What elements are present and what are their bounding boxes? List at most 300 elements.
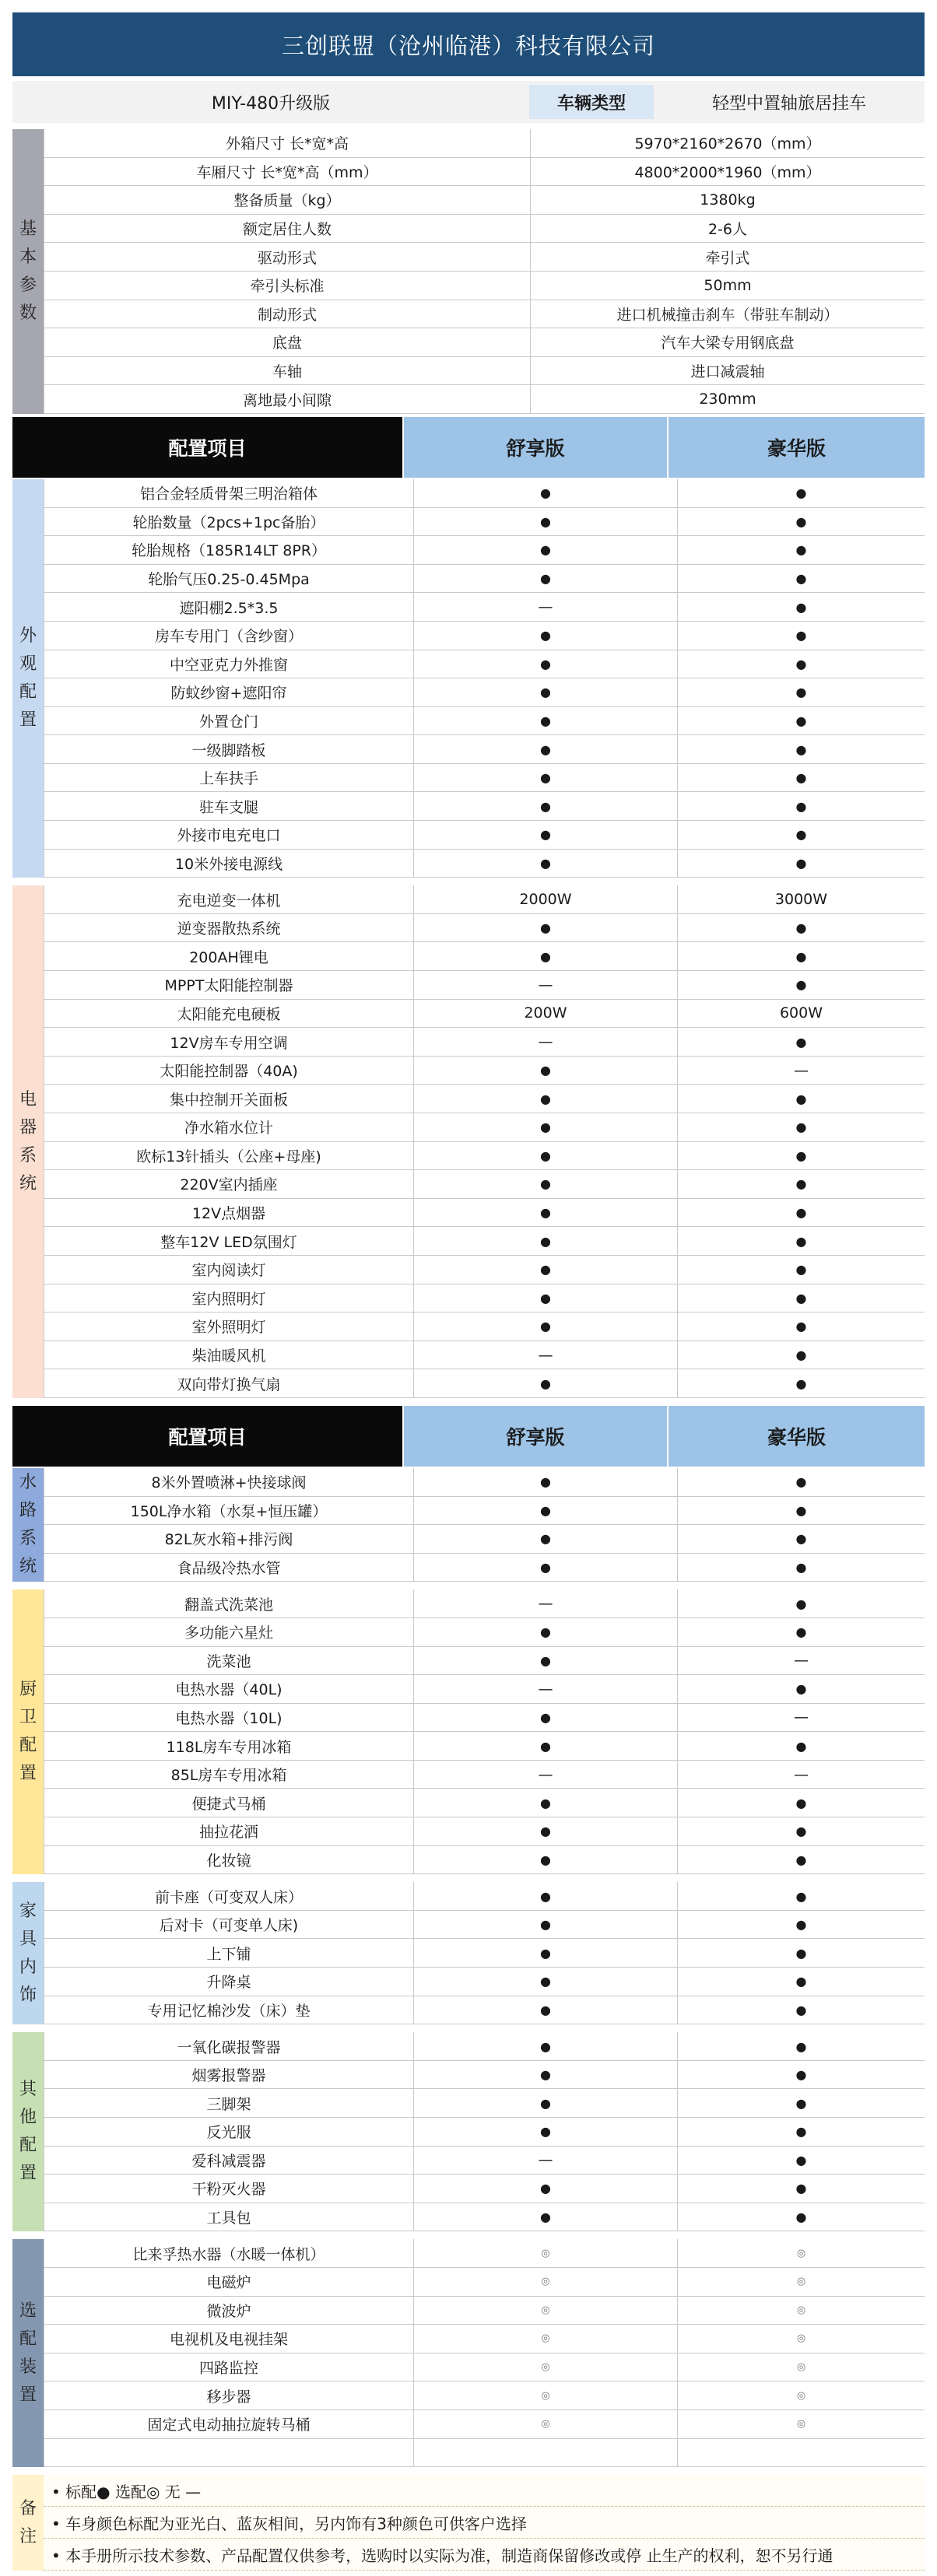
row-item-name: 轮胎规格（185R14LT 8PR） (44, 536, 413, 564)
luxury-value: ● (677, 2032, 925, 2060)
luxury-value: ● (677, 1028, 925, 1056)
row-item-name: 上下铺 (44, 1939, 413, 1967)
config-header-2 (12, 1406, 925, 1467)
table-row (44, 2268, 925, 2297)
comfort-value: ◎ (413, 2325, 677, 2353)
comfort-value: ● (413, 2203, 677, 2231)
table-row (44, 2118, 925, 2147)
table-row (44, 243, 925, 272)
section-label-char: 统 (19, 1173, 37, 1193)
comfort-value: ● (413, 2061, 677, 2089)
water-rows (44, 1468, 925, 1582)
config-header (12, 417, 925, 478)
row-item-name: 制动形式 (44, 300, 530, 328)
luxury-value: ● (677, 1256, 925, 1284)
section-label-char: 数 (19, 303, 37, 323)
section-label-char: 统 (19, 1557, 37, 1577)
table-row (44, 1369, 925, 1398)
table-row (44, 2297, 925, 2325)
comfort-value: ● (413, 678, 677, 706)
section-label-char: 置 (19, 2385, 37, 2405)
model-row (12, 81, 925, 123)
comfort-value: ● (413, 914, 677, 942)
luxury-value: ● (677, 1939, 925, 1967)
section-label-char: 装 (19, 2357, 37, 2377)
luxury-value: ● (677, 622, 925, 650)
table-row (44, 2147, 925, 2175)
row-item-name: 10米外接电源线 (44, 850, 413, 878)
comfort-value: ● (413, 2089, 677, 2117)
table-row (44, 650, 925, 679)
table-row (44, 1939, 925, 1968)
comfort-value: ● (413, 1704, 677, 1732)
comfort-value: ● (413, 479, 677, 507)
section-label-char: 置 (19, 2164, 37, 2184)
luxury-value: ● (677, 792, 925, 820)
luxury-value: ● (677, 1525, 925, 1553)
luxury-value: ● (677, 821, 925, 849)
luxury-value: ◎ (677, 2239, 925, 2267)
table-row (44, 1996, 925, 2025)
luxury-value: ● (677, 678, 925, 706)
comfort-value: ● (413, 1497, 677, 1525)
row-item-name: 移步器 (44, 2381, 413, 2410)
section-label-char: 卫 (19, 1708, 37, 1728)
luxury-value: ● (677, 1968, 925, 1996)
luxury-value: ● (677, 1497, 925, 1525)
luxury-value: ● (677, 971, 925, 999)
section-label-char: 他 (19, 2108, 37, 2128)
table-row (44, 2089, 925, 2118)
section-label-char: 配 (19, 1736, 37, 1756)
row-item-value: 1380kg (530, 186, 925, 214)
row-item-value: 进口机械撞击刹车（带驻车制动） (530, 300, 925, 328)
section-label-char: 家 (19, 1901, 37, 1921)
comfort-value: ● (413, 2175, 677, 2203)
luxury-value: ● (677, 764, 925, 792)
table-row (44, 1199, 925, 1228)
vehicle-type-value: 轻型中置轴旅居挂车 (711, 93, 866, 114)
luxury-value: ◎ (677, 2268, 925, 2296)
table-row (44, 1057, 925, 1085)
row-item-value: 4800*2000*1960（mm） (530, 158, 925, 186)
table-row (44, 1113, 925, 1142)
row-item-name: 逆变器散热系统 (44, 914, 413, 942)
luxury-value: ● (677, 2175, 925, 2203)
row-item-name: 室外照明灯 (44, 1313, 413, 1341)
comfort-value: ● (413, 1939, 677, 1967)
table-row (44, 942, 925, 971)
row-item-name: 翻盖式洗菜池 (44, 1589, 413, 1617)
table-row (44, 158, 925, 187)
section-label-furniture (12, 1882, 44, 2024)
table-row (44, 1789, 925, 1817)
header-luxury-2: 豪华版 (667, 1406, 925, 1467)
table-row (44, 300, 925, 329)
luxury-value: ● (677, 942, 925, 970)
row-item-name: 太阳能控制器（40A) (44, 1057, 413, 1085)
table-row (44, 2175, 925, 2203)
comfort-value: 200W (413, 1000, 677, 1028)
luxury-value: ● (677, 650, 925, 678)
luxury-value: ● (677, 565, 925, 593)
row-item-name: 室内阅读灯 (44, 1256, 413, 1284)
comfort-value: ● (413, 1789, 677, 1817)
comfort-value: ● (413, 1525, 677, 1553)
row-item-name: 遮阳棚2.5*3.5 (44, 593, 413, 621)
row-item-name: 欧标13针插头（公座+母座) (44, 1142, 413, 1170)
section-label-char: 置 (19, 710, 37, 731)
comfort-value: ● (413, 1085, 677, 1113)
luxury-value: ● (677, 1369, 925, 1397)
comfort-value: ● (413, 565, 677, 593)
row-item-name: 食品级冷热水管 (44, 1554, 413, 1582)
luxury-value: ● (677, 1911, 925, 1939)
header-comfort-2: 舒享版 (402, 1406, 667, 1467)
basic-rows (44, 129, 925, 414)
luxury-value: — (677, 1761, 925, 1789)
comfort-value (413, 2439, 677, 2467)
table-row (44, 622, 925, 650)
luxury-value: ● (677, 1085, 925, 1113)
luxury-value: ● (677, 2203, 925, 2231)
section-label-basic (12, 129, 44, 414)
row-item-value: 5970*2160*2670（mm） (530, 129, 925, 157)
table-row (44, 1142, 925, 1171)
row-item-value: 汽车大梁专用钢底盘 (530, 328, 925, 356)
table-row (44, 1341, 925, 1370)
luxury-value: 3000W (677, 885, 925, 913)
row-item-value: 2-6人 (530, 215, 925, 243)
comfort-value: ● (413, 1647, 677, 1675)
table-row (44, 536, 925, 565)
comfort-value: ● (413, 1256, 677, 1284)
row-item-value: 230mm (530, 385, 925, 413)
row-item-name: 固定式电动抽拉旋转马桶 (44, 2410, 413, 2438)
comfort-value: ● (413, 1468, 677, 1496)
section-label-char: 选 (19, 2301, 37, 2321)
comfort-value: ● (413, 1313, 677, 1341)
row-item-name: 抽拉花洒 (44, 1817, 413, 1845)
luxury-value: ● (677, 914, 925, 942)
table-row (44, 385, 925, 414)
row-item-value: 牵引式 (530, 243, 925, 271)
table-row (44, 764, 925, 793)
section-water (12, 1467, 925, 1582)
section-label-water (12, 1468, 44, 1582)
row-item-name: 净水箱水位计 (44, 1113, 413, 1141)
luxury-value: ● (677, 2089, 925, 2117)
comfort-value: ● (413, 1369, 677, 1397)
row-item-name: 比来孚热水器（水暖一体机） (44, 2239, 413, 2267)
section-label-char: 电 (19, 1089, 37, 1109)
table-row (44, 1497, 925, 1526)
comfort-value: ● (413, 1882, 677, 1910)
comfort-value: ● (413, 1170, 677, 1198)
luxury-value: ● (677, 1789, 925, 1817)
row-item-name: 外箱尺寸 长*宽*高 (44, 129, 530, 157)
comfort-value: ● (413, 1113, 677, 1141)
section-label-optional (12, 2239, 44, 2467)
row-item-name: 150L净水箱（水泵+恒压罐） (44, 1497, 413, 1525)
furniture-rows (44, 1882, 925, 2024)
comfort-value: ● (413, 1554, 677, 1582)
section-label-char: 系 (19, 1145, 37, 1165)
section-label-char: 配 (19, 2136, 37, 2156)
comfort-value: ◎ (413, 2353, 677, 2381)
header-luxury: 豪华版 (667, 417, 925, 478)
row-item-name: 太阳能充电硬板 (44, 1000, 413, 1028)
section-label-char: 注 (19, 2526, 37, 2546)
row-item-name: 三脚架 (44, 2089, 413, 2117)
table-row (44, 1227, 925, 1256)
comfort-value: ● (413, 1968, 677, 1996)
comfort-value: — (413, 593, 677, 621)
table-row (44, 129, 925, 158)
comfort-value: ● (413, 650, 677, 678)
comfort-value: ◎ (413, 2268, 677, 2296)
row-item-name: 200AH锂电 (44, 942, 413, 970)
section-label-char: 饰 (19, 1985, 37, 2005)
row-item-name: 电热水器（40L) (44, 1675, 413, 1703)
luxury-value: ◎ (677, 2381, 925, 2410)
table-row (44, 1000, 925, 1029)
row-item-name: 离地最小间隙 (44, 385, 530, 413)
row-item-name: 118L房车专用冰箱 (44, 1732, 413, 1760)
luxury-value: ● (677, 1341, 925, 1369)
luxury-value: ● (677, 1817, 925, 1845)
row-item-name: MPPT太阳能控制器 (44, 971, 413, 999)
table-row (44, 1846, 925, 1875)
table-row (44, 1761, 925, 1789)
table-row (44, 1313, 925, 1341)
table-row (44, 1968, 925, 1996)
table-row (44, 1085, 925, 1113)
luxury-value: ● (677, 1468, 925, 1496)
luxury-value: ● (677, 593, 925, 621)
luxury-value (677, 2439, 925, 2467)
luxury-value: ● (677, 1554, 925, 1582)
section-label-notes (12, 2475, 44, 2571)
luxury-value: ◎ (677, 2353, 925, 2381)
comfort-value: ● (413, 1284, 677, 1313)
row-item-name (44, 2439, 413, 2467)
electric-rows (44, 885, 925, 1398)
comfort-value: ● (413, 764, 677, 792)
row-item-name: 集中控制开关面板 (44, 1085, 413, 1113)
row-item-name: 铝合金轻质骨架三明治箱体 (44, 479, 413, 507)
row-item-name: 轮胎数量（2pcs+1pc备胎） (44, 508, 413, 536)
section-label-char: 其 (19, 2080, 37, 2100)
row-item-name: 12V点烟器 (44, 1199, 413, 1227)
row-item-name: 烟雾报警器 (44, 2061, 413, 2089)
table-row (44, 1468, 925, 1497)
section-label-char: 配 (19, 2329, 37, 2349)
luxury-value: ● (677, 1732, 925, 1760)
section-basic (12, 128, 925, 414)
comfort-value: ● (413, 1057, 677, 1085)
row-item-name: 前卡座（可变双人床） (44, 1882, 413, 1910)
table-row (44, 357, 925, 386)
section-label-electric (12, 885, 44, 1398)
table-row (44, 1817, 925, 1846)
table-row (44, 850, 925, 878)
comfort-value: — (413, 971, 677, 999)
note-line: • 标配● 选配◎ 无 — (44, 2475, 925, 2507)
luxury-value: ● (677, 1882, 925, 1910)
section-label-char: 外 (19, 626, 37, 647)
section-label-char: 基 (19, 219, 37, 239)
row-item-name: 柴油暖风机 (44, 1341, 413, 1369)
table-row (44, 1704, 925, 1733)
section-label-other (12, 2032, 44, 2231)
table-row (44, 2239, 925, 2268)
luxury-value: ● (677, 1996, 925, 2024)
luxury-value: ◎ (677, 2410, 925, 2438)
table-row (44, 1647, 925, 1676)
comfort-value: ● (413, 821, 677, 849)
comfort-value: ● (413, 1618, 677, 1646)
comfort-value: ● (413, 2032, 677, 2060)
table-row (44, 508, 925, 537)
table-row (44, 479, 925, 508)
row-item-name: 牵引头标准 (44, 272, 530, 300)
row-item-name: 外置仓门 (44, 707, 413, 735)
section-kitchen (12, 1588, 925, 1874)
comfort-value: ◎ (413, 2239, 677, 2267)
section-label-char: 配 (19, 682, 37, 703)
row-item-name: 中空亚克力外推窗 (44, 650, 413, 678)
note-line: • 本手册所示技术参数、产品配置仅供参考，选购时以实际为准，制造商保留修改或停 止生产的权利，恕不另行通 (44, 2539, 925, 2571)
comfort-value: ● (413, 1199, 677, 1227)
luxury-value: 600W (677, 1000, 925, 1028)
row-item-name: 底盘 (44, 328, 530, 356)
comfort-value: ● (413, 792, 677, 820)
table-row (44, 2381, 925, 2410)
row-item-name: 外接市电充电口 (44, 821, 413, 849)
row-item-name: 充电逆变一体机 (44, 885, 413, 913)
table-row (44, 186, 925, 215)
row-item-name: 220V室内插座 (44, 1170, 413, 1198)
table-row (44, 2061, 925, 2090)
table-row (44, 1882, 925, 1911)
table-row (44, 215, 925, 244)
row-item-name: 电视机及电视挂架 (44, 2325, 413, 2353)
table-row (44, 328, 925, 357)
section-electric (12, 884, 925, 1398)
model-name: MIY-480升级版 (211, 93, 331, 114)
comfort-value: ● (413, 1996, 677, 2024)
row-item-name: 轮胎气压0.25-0.45Mpa (44, 565, 413, 593)
luxury-value: ● (677, 707, 925, 735)
row-item-name: 驻车支腿 (44, 792, 413, 820)
comfort-value: ● (413, 1227, 677, 1255)
row-item-value: 进口减震轴 (530, 357, 925, 385)
row-item-name: 额定居住人数 (44, 215, 530, 243)
comfort-value: — (413, 1028, 677, 1056)
section-optional (12, 2238, 925, 2467)
section-label-char: 内 (19, 1957, 37, 1977)
table-row (44, 2203, 925, 2232)
row-item-name: 后对卡（可变单人床) (44, 1911, 413, 1939)
note-line: • 车身颜色标配为亚光白、蓝灰相间，另内饰有3种颜色可供客户选择 (44, 2507, 925, 2539)
row-item-name: 微波炉 (44, 2297, 413, 2325)
row-item-name: 上车扶手 (44, 764, 413, 792)
comfort-value: ● (413, 1142, 677, 1170)
comfort-value: — (413, 1589, 677, 1617)
comfort-value: ● (413, 536, 677, 564)
luxury-value: — (677, 1647, 925, 1675)
luxury-value: ● (677, 1227, 925, 1255)
luxury-value: ● (677, 1170, 925, 1198)
luxury-value: ● (677, 2061, 925, 2089)
row-item-name: 车厢尺寸 长*宽*高（mm） (44, 158, 530, 186)
row-item-name: 82L灰水箱+排污阀 (44, 1525, 413, 1553)
luxury-value: ● (677, 1618, 925, 1646)
luxury-value: ◎ (677, 2325, 925, 2353)
section-label-char: 置 (19, 1764, 37, 1784)
luxury-value: — (677, 1057, 925, 1085)
comfort-value: ● (413, 1911, 677, 1939)
section-label-char: 器 (19, 1117, 37, 1137)
luxury-value: ● (677, 2147, 925, 2175)
header-item-2: 配置项目 (12, 1406, 402, 1467)
row-item-name: 多功能六星灶 (44, 1618, 413, 1646)
luxury-value: ● (677, 1199, 925, 1227)
luxury-value: ● (677, 735, 925, 763)
luxury-value: ● (677, 1589, 925, 1617)
section-label-kitchen (12, 1589, 44, 1874)
table-row (44, 2410, 925, 2439)
row-item-name: 升降桌 (44, 1968, 413, 1996)
kitchen-rows (44, 1589, 925, 1874)
table-row (44, 2439, 925, 2468)
row-item-name: 整备质量（kg） (44, 186, 530, 214)
section-notes (12, 2473, 925, 2571)
comfort-value: ● (413, 850, 677, 878)
row-item-name: 防蚊纱窗+遮阳帘 (44, 678, 413, 706)
table-row (44, 1732, 925, 1761)
row-item-name: 洗菜池 (44, 1647, 413, 1675)
header-comfort: 舒享版 (402, 417, 667, 478)
other-rows (44, 2032, 925, 2231)
section-label-exterior (12, 479, 44, 878)
luxury-value: ◎ (677, 2297, 925, 2325)
comfort-value: 2000W (413, 885, 677, 913)
row-item-value: 50mm (530, 272, 925, 300)
table-row (44, 1675, 925, 1704)
table-row (44, 1911, 925, 1940)
row-item-name: 四路监控 (44, 2353, 413, 2381)
luxury-value: ● (677, 1284, 925, 1313)
notes-rows (44, 2475, 925, 2571)
comfort-value: ◎ (413, 2410, 677, 2438)
table-row (44, 2032, 925, 2061)
row-item-name: 一氧化碳报警器 (44, 2032, 413, 2060)
section-label-char: 具 (19, 1929, 37, 1949)
row-item-name: 化妆镜 (44, 1846, 413, 1874)
table-row (44, 1028, 925, 1057)
table-row (44, 678, 925, 707)
table-row (44, 707, 925, 736)
table-row (44, 792, 925, 821)
exterior-rows (44, 479, 925, 878)
row-item-name: 专用记忆棉沙发（床）垫 (44, 1996, 413, 2024)
table-row (44, 565, 925, 594)
section-label-char: 观 (19, 654, 37, 675)
luxury-value: ● (677, 1675, 925, 1703)
comfort-value: ● (413, 2118, 677, 2146)
